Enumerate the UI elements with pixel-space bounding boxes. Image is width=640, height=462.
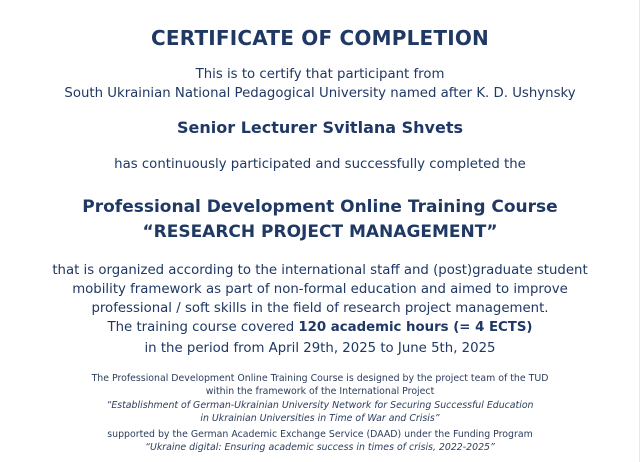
footer-line-2: within the framework of the International Project <box>205 386 435 397</box>
course-name: “RESEARCH PROJECT MANAGEMENT” <box>142 222 498 242</box>
description-line-1: that is organized according to the international staff and (post)graduate student <box>52 263 588 278</box>
footer-line-3: “Establishment of German-Ukrainian University Network for Securing Successful Education <box>106 400 534 411</box>
footer-line-4: in Ukrainian Universities in Time of War and Crisis” <box>200 413 440 424</box>
footer-line-6: “Ukraine digital: Ensuring academic success in times of crisis, 2022-2025” <box>145 442 495 453</box>
intro-line-1: This is to certify that participant from <box>195 67 445 82</box>
recipient-name: Senior Lecturer Svitlana Shvets <box>177 118 463 137</box>
period-line: in the period from April 29th, 2025 to June 5th, 2025 <box>144 341 496 356</box>
intro-line-2: South Ukrainian National Pedagogical University named after K. D. Ushynsky <box>64 86 576 101</box>
description-line-3: professional / soft skills in the field of research project management. <box>91 301 549 316</box>
hours-prefix: The training course covered <box>107 320 299 335</box>
footer-line-5: supported by the German Academic Exchange Service (DAAD) under the Funding Program <box>107 429 533 440</box>
description-line-2: mobility framework as part of non-formal education and aimed to improve <box>72 282 568 297</box>
course-type: Professional Development Online Training Course <box>82 197 558 217</box>
hours-value: 120 academic hours (= 4 ECTS) <box>298 320 533 335</box>
footer-line-1: The Professional Development Online Training Course is designed by the project team of the TUD <box>91 373 549 384</box>
certificate-title: CERTIFICATE OF COMPLETION <box>151 26 489 50</box>
hours-line <box>0 321 640 334</box>
participation-text: has continuously participated and successfully completed the <box>114 157 526 172</box>
